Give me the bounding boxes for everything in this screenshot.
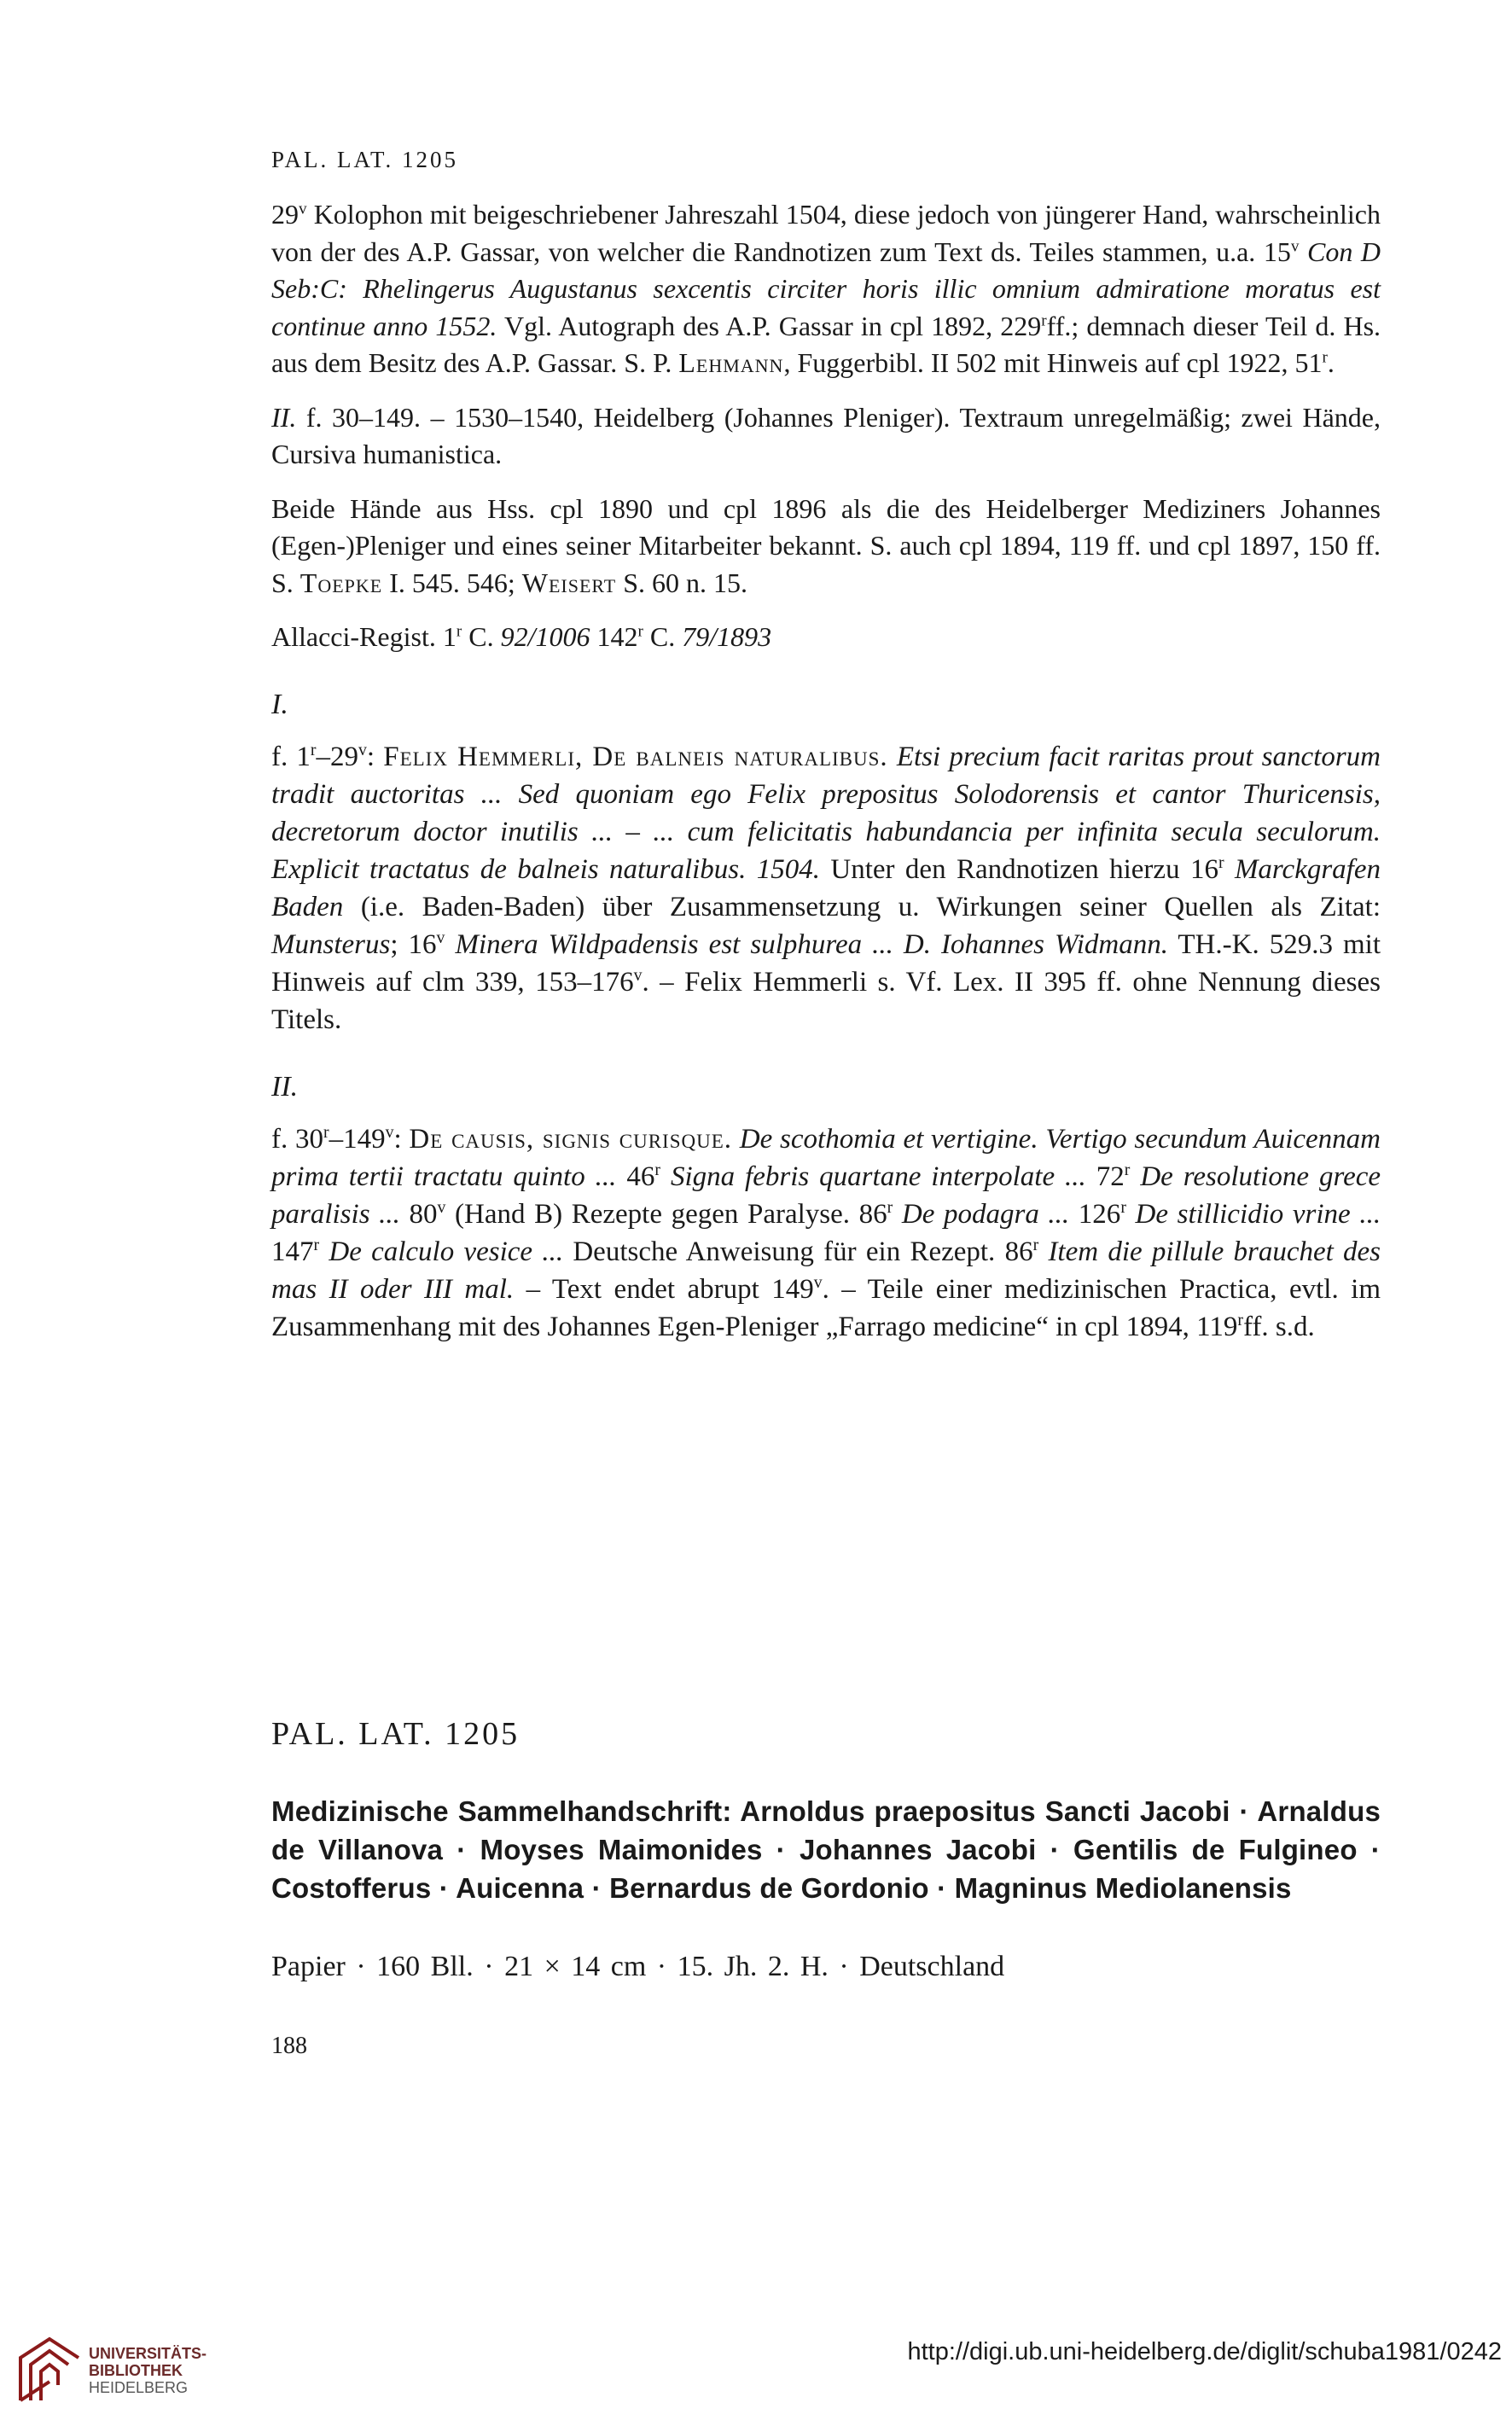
text: –29 xyxy=(316,741,358,772)
paragraph-section-II xyxy=(271,1120,1381,1346)
text: C. xyxy=(643,621,683,652)
library-name-line: BIBLIOTHEK xyxy=(89,2362,183,2379)
folio-side: v xyxy=(813,1272,823,1292)
text: Kolophon mit beigeschriebener Jahreszahl 1504, diese jedoch von jüngerer Hand, wahrscheinlich von der des A.P. Gassar, von welcher die Randnotizen zum Text ds. Teiles stammen, u.a. 15 xyxy=(271,199,1381,267)
section-heading-I xyxy=(271,689,1381,721)
quotation: De calculo vesice ... xyxy=(329,1236,564,1267)
folio-side: r xyxy=(1322,348,1328,367)
text: f. 30 xyxy=(271,1123,323,1155)
quotation: De resolutione grece paralisis ... xyxy=(271,1161,1381,1230)
text: 126 xyxy=(1069,1198,1121,1230)
source-url-link[interactable]: http://digi.ub.uni-heidelberg.de/diglit/schuba1981/0242 xyxy=(907,2338,1502,2365)
library-name xyxy=(89,2345,206,2396)
text xyxy=(660,1161,671,1192)
library-logo-icon xyxy=(15,2332,84,2409)
text xyxy=(893,1199,902,1230)
text xyxy=(888,742,897,772)
entry-title: Medizinische Sammelhandschrift: Arnoldus praepositus Sancti Jacobi · Arnaldus de Villanova · Moyses Maimonides · Johannes Jacobi · Gentilis de Fulgineo · Costofferus · Auicenna · Bernardus de Gordonio · Magninus Mediolanensis xyxy=(271,1795,1381,1904)
quotation: Signa febris quartane interpolate ... xyxy=(670,1161,1086,1192)
text xyxy=(445,929,455,960)
part-numeral: II. xyxy=(271,401,297,433)
folio-side: v xyxy=(299,200,307,218)
text: : xyxy=(393,1123,410,1155)
catalog-number: 92/1006 xyxy=(500,621,590,652)
folio-side: r xyxy=(1032,1235,1039,1254)
text: ff.; demnach dieser Teil d. Hs. aus dem Besitz des A.P. Gassar. S. P. xyxy=(271,310,1381,378)
work-title: De causis, signis curisque. xyxy=(409,1123,733,1155)
quotation: De stillicidio vrine ... xyxy=(1135,1198,1381,1230)
text xyxy=(732,1124,740,1155)
paragraph-hands xyxy=(271,491,1381,602)
page-number: 188 xyxy=(271,2033,307,2059)
folio-side: v xyxy=(385,1122,394,1142)
text: (i.e. Baden-Baden) über Zusammensetzung u. Wirkungen seiner Quellen als Zitat: xyxy=(343,891,1381,922)
author-name: Lehmann xyxy=(678,347,784,378)
incipit-explicit: Etsi precium facit raritas prout sanctorum tradit auctoritas ... Sed quoniam ego Felix prepositus Solodorensis et cantor Thuricensis, decretorum doctor inutilis ... – ... cum felicitatis habundancia per infinita secula seculorum. Explicit tractatus de balneis naturalibus. 1504. xyxy=(271,741,1381,885)
text: (Hand B) Rezepte gegen Paralyse. 86 xyxy=(445,1198,887,1230)
library-name-line: HEIDELBERG xyxy=(89,2379,189,2396)
folio-side: r xyxy=(1218,852,1224,872)
folio-side: r xyxy=(637,622,643,641)
text: 142 xyxy=(590,621,638,652)
quotation: Con D Seb:C: Rhelingerus Augustanus sexcentis circiter horis illic omnium admiratione moratus est continue anno 1552. xyxy=(271,236,1381,341)
catalog-number: 79/1893 xyxy=(682,621,772,652)
quotation: Munsterus xyxy=(271,928,391,960)
folio-side: v xyxy=(437,1197,446,1217)
text xyxy=(1224,854,1235,885)
text: Allacci-Regist. 1 xyxy=(271,621,457,652)
text: –149 xyxy=(329,1123,386,1155)
text: – Text endet abrupt 149 xyxy=(514,1273,814,1305)
text: TH.-K. 529.3 mit Hinweis auf clm 339, 153–176 xyxy=(271,928,1381,998)
incipit: De scothomia et vertigine. Vertigo secundum Auicennam prima tertii tractatu quinto ... xyxy=(271,1123,1381,1192)
text: 147 xyxy=(271,1236,314,1267)
folio-side: r xyxy=(654,1160,660,1179)
text: 46 xyxy=(616,1161,655,1192)
folio-side: v xyxy=(358,740,367,759)
folio-side: r xyxy=(1237,1310,1243,1329)
folio-side: r xyxy=(323,1122,329,1142)
folio-side: r xyxy=(313,1235,320,1254)
text xyxy=(319,1236,329,1267)
folio-side: r xyxy=(310,740,317,759)
text: ; 16 xyxy=(390,928,437,960)
text xyxy=(1299,236,1307,267)
section-numeral: I. xyxy=(271,688,288,720)
paragraph-section-I xyxy=(271,738,1381,1039)
text: S. 60 n. 15. xyxy=(616,567,748,598)
entry-body-1205-continued xyxy=(271,196,1381,1346)
text: Deutsche Anweisung für ein Rezept. 86 xyxy=(563,1236,1033,1267)
text: 80 xyxy=(399,1198,438,1230)
folio-side: r xyxy=(456,622,462,641)
text xyxy=(1130,1161,1140,1192)
folio-side: v xyxy=(1290,236,1300,255)
text xyxy=(1126,1199,1136,1230)
folio-side: v xyxy=(436,928,445,947)
text: . xyxy=(1327,347,1335,378)
library-name-line: UNIVERSITÄTS- xyxy=(89,2345,207,2362)
text: . – Teile einer medizinischen Practica, evtl. im Zusammenhang mit des Johannes Egen-Pleniger „Farrago medicine“ in cpl 1894, 119 xyxy=(271,1273,1381,1342)
section-numeral: II. xyxy=(271,1070,299,1103)
running-head: PAL. LAT. 1205 xyxy=(271,147,459,172)
text: I. 545. 546; xyxy=(382,567,522,598)
text: ff. s.d. xyxy=(1243,1311,1315,1342)
text: Vgl. Autograph des A.P. Gassar in cpl 1892, 229 xyxy=(497,310,1042,341)
folio-side: r xyxy=(1124,1160,1131,1179)
quotation: Marckgrafen Baden xyxy=(271,853,1381,922)
folio-side: r xyxy=(1120,1197,1126,1217)
quotation: De podagra ... xyxy=(901,1198,1070,1230)
text: f. 30–149. – 1530–1540, Heidelberg (Johannes Pleniger). Textraum unregelmäßig; zwei Hände, Cursiva humanistica. xyxy=(271,401,1381,469)
section-heading-II xyxy=(271,1071,1381,1103)
work-title: Felix Hemmerli, De balneis naturalibus. xyxy=(383,741,888,772)
paragraph-colophon xyxy=(271,196,1381,382)
entry-shelfmark: PAL. LAT. 1205 xyxy=(271,1716,520,1752)
text xyxy=(1038,1236,1048,1267)
text: 72 xyxy=(1085,1161,1125,1192)
text: C. xyxy=(462,621,501,652)
text: Beide Hände aus Hss. cpl 1890 und cpl 1896 als die des Heidelberger Mediziners Johannes (Egen-)Pleniger und eines seiner Mitarbeiter bekannt. S. auch cpl 1894, 119 ff. und cpl 1897, 150 ff. S. xyxy=(271,492,1381,598)
text: . – Felix Hemmerli s. Vf. Lex. II 395 ff. ohne Nennung dieses Titels. xyxy=(271,966,1381,1035)
text: , Fuggerbibl. II 502 mit Hinweis auf cpl 1922, 51 xyxy=(783,347,1323,378)
text: : xyxy=(366,741,384,772)
entry-physical-description: Papier · 160 Bll. · 21 × 14 cm · 15. Jh. 2. H. · Deutschland xyxy=(271,1951,1005,1982)
author-name: Weisert xyxy=(521,567,617,598)
folio-side: v xyxy=(633,965,643,985)
text: Unter den Randnotizen hierzu 16 xyxy=(820,853,1218,885)
text: f. 1 xyxy=(271,741,311,772)
text: 29 xyxy=(271,199,299,230)
paragraph-allacci xyxy=(271,619,1381,656)
author-name: Toepke xyxy=(299,567,383,598)
folio-side: r xyxy=(1041,311,1047,329)
quotation: Item die pillule brauchet des mas II oder III mal. xyxy=(271,1236,1381,1305)
paragraph-part-two xyxy=(271,399,1381,474)
folio-side: r xyxy=(887,1197,893,1217)
quotation: Minera Wildpadensis est sulphurea ... D. Iohannes Widmann. xyxy=(455,928,1168,960)
